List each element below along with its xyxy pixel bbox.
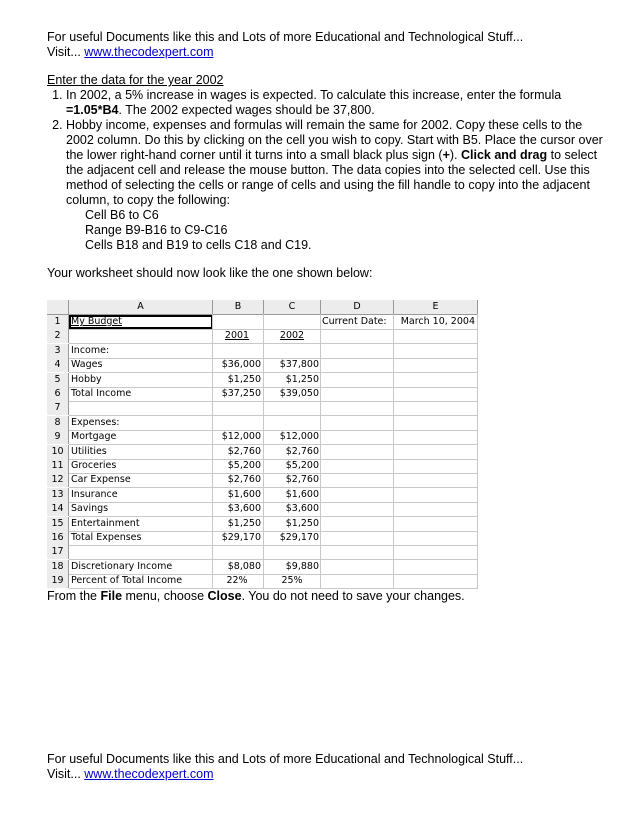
- cell-b[interactable]: $2,760: [227, 445, 261, 457]
- sheet-row: [47, 488, 477, 502]
- col-header-d[interactable]: D: [321, 300, 394, 315]
- item1-formula: =1.05*B4: [66, 103, 119, 117]
- cell-a[interactable]: Savings: [71, 503, 109, 515]
- header-promo: [47, 30, 523, 60]
- cell-d[interactable]: [322, 344, 392, 358]
- cell-c[interactable]: [265, 401, 319, 415]
- sub-item-3: Cells B18 and B19 to cells C18 and C19.: [85, 238, 312, 252]
- cell-b[interactable]: $1,250: [213, 517, 261, 532]
- col-header-b[interactable]: B: [213, 300, 264, 315]
- cell-d[interactable]: [322, 574, 392, 588]
- cell-b[interactable]: $5,200: [227, 460, 261, 471]
- sheet-row: [47, 545, 477, 559]
- cell-c[interactable]: [265, 545, 319, 559]
- plus-sign: +: [442, 148, 450, 162]
- row-number[interactable]: 14: [47, 502, 69, 516]
- cell-c[interactable]: 2002: [279, 330, 305, 342]
- sheet-row: [47, 416, 477, 430]
- sheet-row: [47, 358, 477, 372]
- cell-a[interactable]: Groceries: [71, 460, 117, 471]
- row-number[interactable]: 3: [47, 344, 69, 358]
- instruction-item-1: [66, 88, 607, 118]
- row-number[interactable]: 19: [47, 574, 69, 588]
- cell-b[interactable]: $1,600: [227, 488, 261, 500]
- grid-line: [212, 314, 213, 589]
- cell-a[interactable]: Mortgage: [71, 431, 117, 443]
- col-header-c[interactable]: C: [264, 300, 321, 315]
- sheet-row: [47, 517, 477, 531]
- instructions-title: Enter the data for the year 2002: [47, 73, 224, 87]
- close-text-c: . You do not need to save your changes.: [241, 589, 465, 603]
- cell-c[interactable]: $39,050: [279, 388, 319, 399]
- cell-e[interactable]: March 10, 2004: [400, 316, 475, 327]
- cell-d[interactable]: [322, 387, 392, 401]
- sheet-row: [47, 574, 477, 588]
- item1-text: In 2002, a 5% increase in wages is expected. To calculate this increase, enter the formula: [66, 88, 562, 102]
- grid-line: [69, 401, 477, 402]
- cell-a[interactable]: [69, 401, 213, 415]
- row-number[interactable]: 16: [47, 531, 69, 545]
- col-header-e[interactable]: E: [394, 300, 478, 315]
- instruction-item-2: [66, 118, 607, 253]
- cell-d[interactable]: [322, 401, 392, 415]
- item2-text: Hobby income, expenses and formulas will remain the same for 2002. Copy these cells to the 2002 column. Do this by clicking on the cell you wish to copy. Start with B5. Place the cursor over the lower right-hand corner until it turns into a small black plus sign (: [66, 118, 603, 162]
- cell-c[interactable]: $2,760: [285, 474, 319, 486]
- cell-b[interactable]: $2,760: [227, 474, 261, 486]
- header-line: For useful Documents like this and Lots of more Educational and Technological Stuff...: [47, 30, 524, 44]
- sheet-row: [47, 473, 477, 487]
- row-number[interactable]: 5: [47, 373, 69, 387]
- grid-line: [69, 387, 477, 388]
- cell-c[interactable]: $9,880: [265, 560, 319, 575]
- cell-d[interactable]: [322, 502, 392, 516]
- cell-e[interactable]: [395, 502, 475, 516]
- row-number[interactable]: 18: [47, 560, 69, 574]
- cell-c[interactable]: $3,600: [285, 503, 319, 515]
- cell-b[interactable]: [213, 545, 261, 559]
- cell-a[interactable]: Insurance: [71, 488, 118, 500]
- footer-visit: [47, 767, 523, 782]
- sheet-row: [47, 531, 477, 545]
- cell-b[interactable]: $8,080: [213, 560, 261, 575]
- cell-a[interactable]: Income:: [71, 344, 110, 356]
- grid-line: [69, 358, 477, 359]
- sheet-row: [47, 459, 477, 473]
- cell-c[interactable]: [265, 315, 319, 329]
- close-instruction: [47, 589, 465, 604]
- look-text: Your worksheet should now look like the one shown below:: [47, 266, 373, 280]
- row-number[interactable]: 13: [47, 488, 69, 502]
- cell-a[interactable]: Entertainment: [71, 517, 140, 529]
- sheet-row: [47, 445, 477, 459]
- grid-line: [320, 314, 321, 589]
- grid-line: [69, 516, 477, 517]
- cell-b[interactable]: $37,250: [221, 388, 261, 399]
- grid-line: [263, 314, 264, 589]
- cell-d[interactable]: [322, 329, 392, 343]
- header-visit: [47, 45, 523, 60]
- grid-line: [69, 545, 477, 546]
- row-number[interactable]: 15: [47, 517, 69, 531]
- cell-b[interactable]: [213, 416, 261, 430]
- sheet-row: [47, 344, 477, 358]
- sheet-row: [47, 430, 477, 444]
- cell-a[interactable]: Expenses:: [71, 416, 120, 428]
- sheet-row: [47, 401, 477, 415]
- cell-d[interactable]: [322, 358, 392, 372]
- footer-visit-prefix: Visit...: [47, 767, 85, 781]
- cell-d[interactable]: [322, 459, 392, 473]
- col-header-a[interactable]: A: [69, 300, 213, 315]
- cell-b[interactable]: $12,000: [221, 431, 261, 443]
- sheet-row: [47, 315, 477, 329]
- cell-e[interactable]: [395, 560, 475, 574]
- cell-a[interactable]: Car Expense: [71, 474, 131, 486]
- cell-a[interactable]: [69, 545, 213, 559]
- footer-line: For useful Documents like this and Lots of more Educational and Technological Stuff...: [47, 752, 524, 766]
- cell-a[interactable]: Percent of Total Income: [71, 575, 183, 587]
- cell-b[interactable]: [213, 315, 261, 329]
- cell-d[interactable]: [322, 488, 392, 502]
- row-number[interactable]: 7: [47, 401, 69, 415]
- grid-line: [69, 343, 477, 344]
- cell-b[interactable]: $36,000: [221, 359, 261, 371]
- row-number[interactable]: 2: [47, 329, 69, 343]
- cell-a[interactable]: [69, 329, 213, 343]
- cell-d[interactable]: [322, 517, 392, 531]
- cell-d[interactable]: [322, 560, 392, 574]
- instructions-list: [47, 88, 607, 253]
- cell-e[interactable]: [395, 473, 475, 487]
- cell-e[interactable]: [395, 373, 475, 387]
- sheet-row: [47, 387, 477, 401]
- cell-a[interactable]: Hobby: [71, 373, 102, 385]
- sub-item-1: Cell B6 to C6: [85, 208, 159, 222]
- sheet-row: [47, 329, 477, 343]
- cell-b[interactable]: 22%: [226, 575, 248, 587]
- grid-line: [393, 314, 394, 589]
- cell-b[interactable]: 2001: [224, 330, 250, 342]
- cell-e[interactable]: [395, 416, 475, 430]
- cell-e[interactable]: [395, 445, 475, 459]
- cell-b[interactable]: [213, 344, 261, 358]
- item1-text-end: . The 2002 expected wages should be 37,800.: [118, 103, 375, 117]
- grid-line: [69, 430, 477, 431]
- cell-c[interactable]: $1,250: [265, 373, 319, 388]
- cell-c[interactable]: $1,250: [265, 517, 319, 532]
- sheet-row: [47, 502, 477, 516]
- cell-b[interactable]: $3,600: [227, 503, 261, 515]
- grid-line: [69, 372, 477, 373]
- cell-d[interactable]: [322, 373, 392, 387]
- cell-c[interactable]: $29,170: [279, 532, 319, 543]
- cell-e[interactable]: [395, 459, 475, 473]
- cell-e[interactable]: [395, 401, 475, 415]
- row-number[interactable]: 9: [47, 430, 69, 444]
- row-number[interactable]: 4: [47, 358, 69, 372]
- cell-e[interactable]: [395, 517, 475, 531]
- grid-line: [69, 444, 477, 445]
- footer-promo: [47, 752, 523, 782]
- cell-d[interactable]: [322, 430, 392, 444]
- grid-line: [69, 531, 477, 532]
- grid-line: [69, 574, 477, 575]
- cell-e[interactable]: [395, 545, 475, 559]
- cell-a[interactable]: Total Income: [71, 388, 132, 399]
- grid-line: [69, 487, 477, 488]
- cell-b[interactable]: [213, 401, 261, 415]
- grid-line: [69, 559, 477, 560]
- grid-line: [69, 415, 477, 416]
- close-label: Close: [207, 589, 242, 603]
- cell-b[interactable]: $1,250: [213, 373, 261, 388]
- grid-line: [477, 314, 478, 589]
- cell-c[interactable]: [265, 344, 319, 358]
- cell-a[interactable]: My Budget: [69, 315, 213, 329]
- item2-text-end: to select the adjacent cell and release the mouse button. The data copies into the selected cell. Use this method of selecting the cells or range of cells and using the fill handle to copy into the adjacent column, to copy the following:: [66, 148, 598, 207]
- grid-line: [69, 502, 477, 503]
- row-number[interactable]: 6: [47, 387, 69, 401]
- cell-e[interactable]: [395, 358, 475, 372]
- cell-e[interactable]: [395, 488, 475, 502]
- grid-line: [69, 329, 477, 330]
- spreadsheet: [47, 300, 477, 588]
- file-menu-label: File: [100, 589, 123, 603]
- cell-d[interactable]: [322, 445, 392, 459]
- cell-d[interactable]: [322, 531, 392, 545]
- cell-e[interactable]: [395, 531, 475, 545]
- cell-e[interactable]: [395, 387, 475, 401]
- cell-a[interactable]: Wages: [71, 359, 103, 371]
- cell-e[interactable]: [395, 344, 475, 358]
- item2-text-mid: ).: [449, 148, 461, 162]
- sheet-row: [47, 373, 477, 387]
- cell-e[interactable]: [395, 329, 475, 343]
- close-text-b: menu, choose: [122, 589, 208, 603]
- row-number[interactable]: 1: [47, 315, 69, 329]
- row-number[interactable]: 17: [47, 545, 69, 559]
- cell-c[interactable]: [265, 416, 319, 430]
- cell-d[interactable]: Current Date:: [322, 316, 387, 327]
- footer-link[interactable]: www.thecodexpert.com: [84, 767, 214, 781]
- row-number[interactable]: 11: [47, 459, 69, 473]
- cell-c[interactable]: $5,200: [285, 460, 319, 471]
- row-number[interactable]: 8: [47, 416, 69, 430]
- close-text-a: From the: [47, 589, 101, 603]
- cell-a[interactable]: Discretionary Income: [71, 560, 173, 572]
- cell-e[interactable]: [395, 430, 475, 444]
- cell-c[interactable]: $37,800: [279, 359, 319, 371]
- cell-a[interactable]: Utilities: [71, 445, 107, 457]
- item2-bold: Click and drag: [460, 148, 548, 162]
- row-number[interactable]: 12: [47, 473, 69, 487]
- sheet-row: [47, 560, 477, 574]
- cell-d[interactable]: [322, 416, 392, 430]
- cell-d[interactable]: [322, 473, 392, 487]
- visit-prefix: Visit...: [47, 45, 85, 59]
- cell-c[interactable]: $2,760: [285, 445, 319, 457]
- grid-line: [69, 473, 477, 474]
- cell-e[interactable]: [395, 574, 475, 588]
- cell-b[interactable]: $29,170: [221, 532, 261, 543]
- row-number[interactable]: 10: [47, 445, 69, 459]
- cell-c[interactable]: $12,000: [279, 431, 319, 443]
- instructions: [47, 73, 607, 253]
- cell-a[interactable]: Total Expenses: [71, 532, 142, 543]
- cell-c[interactable]: $1,600: [285, 488, 319, 500]
- sub-item-2: Range B9-B16 to C9-C16: [85, 223, 228, 237]
- cell-d[interactable]: [322, 545, 392, 559]
- header-link[interactable]: www.thecodexpert.com: [84, 45, 214, 59]
- corner-cell[interactable]: [47, 300, 69, 315]
- grid-line: [69, 459, 477, 460]
- cell-c[interactable]: 25%: [281, 575, 303, 587]
